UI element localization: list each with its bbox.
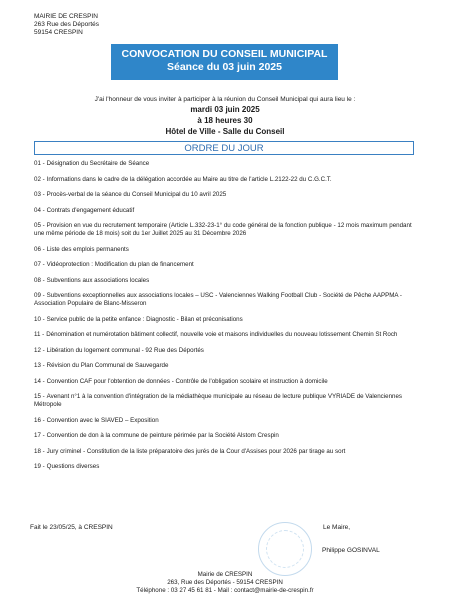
footer-line-2: 263, Rue des Déportés - 59154 CRESPIN <box>167 579 283 586</box>
agenda-item-number: 02 - <box>34 175 45 183</box>
agenda-item-number: 14 - <box>34 377 45 385</box>
agenda-item-text: Provision en vue du recrutement temporaire (Article L.332-23-1° du code général de la fonction publique - 12 mois maximum pendant une même période de 18 mois) soit du 1er Juillet 2025 au 31 Décembre 2026 <box>34 222 412 237</box>
agenda-item-number: 11 - <box>34 331 45 338</box>
agenda-item <box>34 261 412 269</box>
signature-name: Philippe GOSINVAL <box>322 547 380 554</box>
sender-line-3: 59154 CRESPIN <box>34 29 83 36</box>
agenda-item-text: Jury criminel - Constitution de la liste préparatoire des jurés de la Cour d'Assises pour 2026 par tirage au sort <box>46 447 346 455</box>
agenda-item-number: 05 - <box>34 222 45 229</box>
agenda-item <box>34 292 412 308</box>
agenda-item <box>34 222 412 238</box>
agenda-item-text: Convention CAF pour l'obtention de données - Contrôle de l'obligation scolaire et instruction à domicile <box>46 377 328 385</box>
sender-address <box>34 13 99 37</box>
bottom-footer <box>0 571 450 595</box>
agenda-item-number: 17 - <box>34 432 45 439</box>
agenda-item-text: Informations dans le cadre de la délégation accordée au Maire au titre de l'article L.2122-22 du C.G.C.T. <box>46 175 332 183</box>
agenda-item <box>34 331 412 339</box>
agenda-item <box>34 432 412 440</box>
agenda-item-number: 12 - <box>34 346 45 354</box>
agenda-item-text: Service public de la petite enfance : Diagnostic - Bilan et préconisations <box>46 315 243 323</box>
agenda-item-number: 19 - <box>34 463 45 470</box>
issued-date: Fait le 23/05/25, à CRESPIN <box>30 524 113 531</box>
meeting-details <box>0 104 450 137</box>
signature-role: Le Maire, <box>323 524 351 531</box>
meeting-date: mardi 03 juin 2025 <box>190 105 260 114</box>
agenda-item-number: 01 - <box>34 160 45 167</box>
agenda-item-text: Avenant n°1 à la convention d'intégration de la médiathèque municipale au réseau de lecture publique VYRIADE de Valenciennes Métropole <box>34 393 402 408</box>
intro-text: J'ai l'honneur de vous inviter à participer à la réunion du Conseil Municipal qui aura lieu le : <box>94 96 356 103</box>
agenda-item-number: 15 - <box>34 393 45 400</box>
agenda-item-text: Convention de don à la commune de peinture périmée par la Société Alstom Crespin <box>46 432 279 439</box>
agenda-item <box>34 316 412 324</box>
agenda-item-number: 09 - <box>34 292 45 299</box>
agenda-item-text: Révision du Plan Communal de Sauvegarde <box>46 362 169 369</box>
title-line-1: CONVOCATION DU CONSEIL MUNICIPAL <box>121 48 328 60</box>
agenda-item <box>34 176 412 184</box>
agenda-item <box>34 246 412 254</box>
title-line-2: Séance du 03 juin 2025 <box>167 61 282 73</box>
official-stamp <box>258 522 312 576</box>
agenda-item-number: 18 - <box>34 447 45 455</box>
footer-line-1: Mairie de CRESPIN <box>197 571 253 578</box>
agenda-item-text: Procès-verbal de la séance du Conseil Municipal du 10 avril 2025 <box>46 191 227 198</box>
agenda-list <box>34 160 412 479</box>
agenda-item-text: Liste des emplois permanents <box>46 245 129 253</box>
agenda-item <box>34 191 412 199</box>
agenda-item <box>34 160 412 168</box>
agenda-item <box>34 207 412 215</box>
agenda-item-text: Vidéoprotection : Modification du plan de financement <box>46 261 194 268</box>
agenda-item-number: 13 - <box>34 362 45 369</box>
sender-line-2: 263 Rue des Déportés <box>34 21 100 28</box>
agenda-item <box>34 463 412 471</box>
agenda-item-number: 04 - <box>34 206 45 214</box>
agenda-item-number: 16 - <box>34 416 45 424</box>
signature-block <box>323 524 380 555</box>
agenda-item-text: Subventions aux associations locales <box>46 276 150 284</box>
meeting-time: à 18 heures 30 <box>197 116 253 125</box>
agenda-item-number: 08 - <box>34 276 45 284</box>
agenda-item <box>34 378 412 386</box>
agenda-item-number: 06 - <box>34 245 45 253</box>
agenda-item-number: 07 - <box>34 261 45 268</box>
sender-line-1: MAIRIE DE CRESPIN <box>34 13 98 20</box>
agenda-item-text: Contrats d'engagement éducatif <box>46 206 135 214</box>
agenda-item <box>34 277 412 285</box>
agenda-item-number: 03 - <box>34 191 45 198</box>
meeting-place: Hôtel de Ville - Salle du Conseil <box>165 127 285 136</box>
agenda-item <box>34 448 412 456</box>
agenda-item-text: Dénomination et numérotation bâtiment collectif, nouvelle voie et maisons individuelles du nouveau lotissement Chemin St Roch <box>46 331 398 338</box>
agenda-item <box>34 347 412 355</box>
agenda-item <box>34 393 412 409</box>
agenda-item-text: Subventions exceptionnelles aux associations locales – USC - Valenciennes Walking Football Club - Société de Pêche AAPPMA - Association Populaire de Blanc-Misseron <box>34 292 402 307</box>
footer-line-3: Téléphone : 03 27 45 61 81 - Mail : contact@mairie-de-crespin.fr <box>136 587 314 594</box>
title-banner <box>111 44 338 80</box>
agenda-item-text: Questions diverses <box>46 463 100 470</box>
agenda-title: ORDRE DU JOUR <box>34 141 414 155</box>
agenda-item <box>34 417 412 425</box>
agenda-item-text: Libération du logement communal - 92 Rue des Déportés <box>46 346 204 354</box>
agenda-item <box>34 362 412 370</box>
agenda-item-text: Convention avec le SIAVED – Exposition <box>46 416 159 424</box>
agenda-item-text: Désignation du Secrétaire de Séance <box>46 160 150 167</box>
agenda-item-number: 10 - <box>34 315 45 323</box>
